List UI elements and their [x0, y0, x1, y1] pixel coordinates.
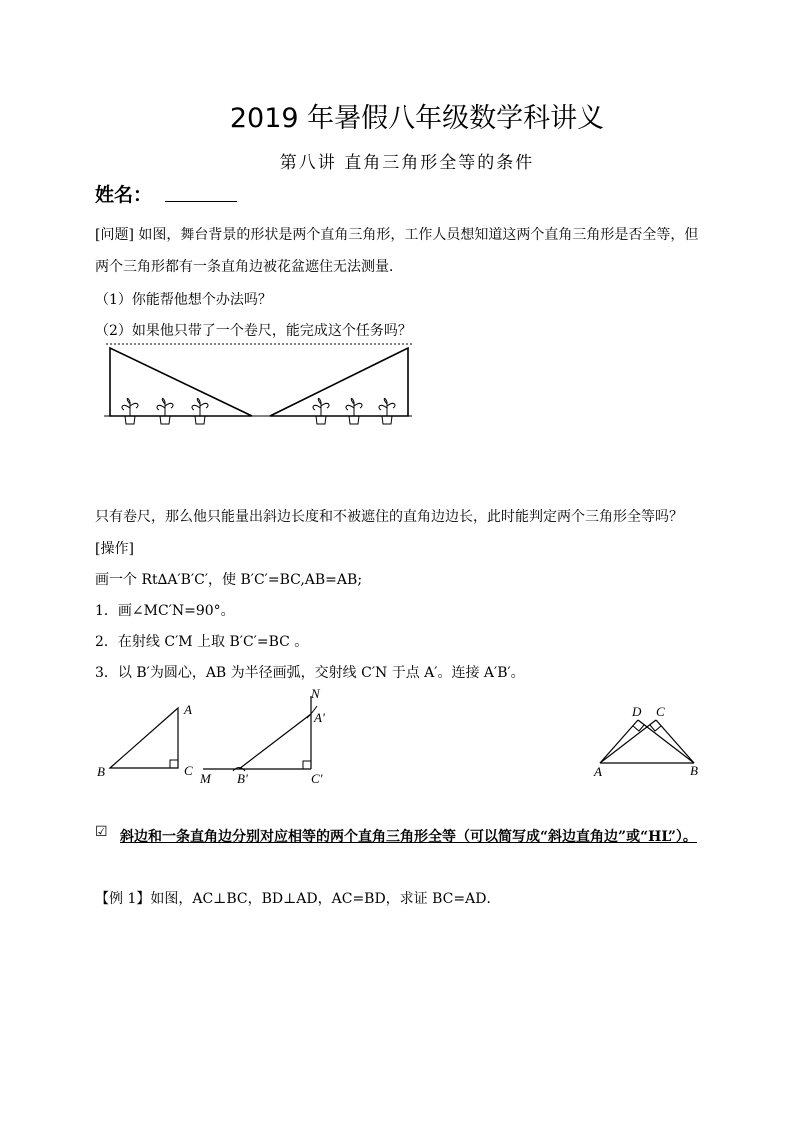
label-a: A — [184, 702, 192, 717]
label-b: B — [97, 764, 105, 779]
flowerpot-icon — [313, 398, 329, 424]
problem-line-2: 两个三角形都有一条直角边被花盆遮住无法测量． — [95, 259, 403, 275]
operation-step-3: 3．以 B′为圆心，AB 为半径画弧，交射线 C′N 于点 A′。连接 A′B′。 — [95, 665, 525, 681]
flowerpot-icon — [379, 398, 395, 424]
operation-heading: [操作] — [95, 541, 134, 557]
name-blank-line[interactable] — [165, 201, 237, 202]
label-a: A — [594, 764, 602, 779]
triangle-abc — [110, 708, 178, 768]
label-b: B — [690, 763, 698, 778]
operation-step-1: 1．画∠MC′N=90°。 — [95, 603, 235, 619]
label-m: M — [200, 771, 211, 786]
construction-figure — [195, 684, 335, 789]
label-c: C — [656, 704, 665, 719]
flowerpot-icon — [157, 398, 173, 424]
name-label: 姓名： — [95, 184, 153, 206]
label-b-prime: B' — [237, 771, 248, 786]
stage-figure — [100, 338, 420, 428]
flowerpot-icon — [346, 398, 362, 424]
segment-ad — [600, 720, 638, 763]
operation-step-2: 2．在射线 C′M 上取 B′C′=BC 。 — [95, 634, 309, 650]
tape-measure-question: 只有卷尺，那么他只能量出斜边长度和不被遮住的直角边边长，此时能判定两个三角形全等吗？ — [95, 509, 683, 525]
label-c: C — [184, 763, 193, 778]
hl-theorem: 斜边和一条直角边分别对应相等的两个直角三角形全等（可以简写成“斜边直角边”或“HL”）。 — [120, 829, 697, 845]
abcd-figure — [590, 700, 710, 780]
segment-ac — [600, 720, 656, 763]
example-1: 【例 1】如图，AC⊥BC，BD⊥AD，AC=BD，求证 BC=AD． — [95, 891, 501, 907]
right-angle-mark — [303, 761, 311, 769]
checkbox-icon: ☑ — [95, 824, 108, 840]
label-a-prime: A' — [314, 710, 325, 725]
label-d: D — [632, 704, 642, 719]
segment-bc — [656, 720, 694, 763]
segment-bd — [638, 720, 694, 763]
segment-a-b — [239, 714, 311, 769]
page-title: 2019 年暑假八年级数学科讲义 — [229, 103, 605, 134]
operation-intro: 画一个 Rt∆A′B′C′，使 B′C′=BC,AB=AB; — [95, 572, 363, 588]
triangle-abc-figure — [92, 698, 202, 788]
flowerpot-icon — [192, 398, 208, 424]
problem-line-1: [问题] 如图，舞台背景的形状是两个直角三角形，工作人员想知道这两个直角三角形是否全等，但 — [95, 227, 699, 243]
label-c-prime: C' — [311, 771, 323, 786]
question-2: （2）如果他只带了一个卷尺，能完成这个任务吗？ — [95, 323, 412, 339]
flowerpot-icon — [122, 398, 138, 424]
lesson-subtitle: 第八讲 直角三角形全等的条件 — [279, 153, 535, 173]
question-1: （1）你能帮他想个办法吗？ — [95, 292, 272, 308]
label-n: N — [311, 686, 320, 701]
right-angle-mark — [170, 760, 178, 768]
left-stage-triangle — [110, 348, 252, 416]
